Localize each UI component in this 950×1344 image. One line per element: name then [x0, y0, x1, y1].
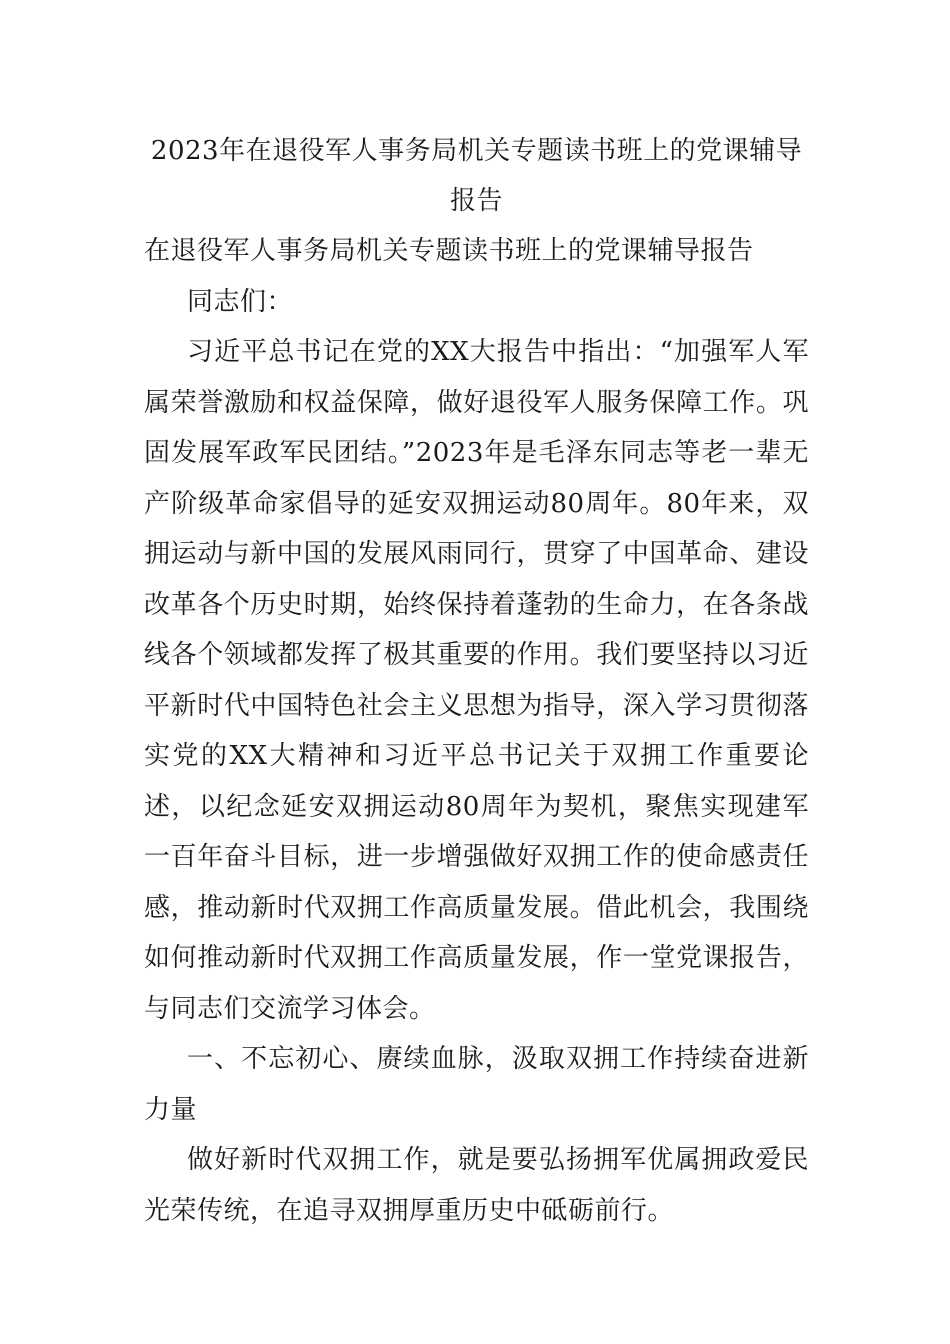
document-subtitle: 在退役军人事务局机关专题读书班上的党课辅导报告 [144, 236, 754, 266]
salutation: 同志们： [187, 286, 294, 317]
section-paragraph: 做好新时代双拥工作，就是要弘扬拥军优属拥政爱民光荣传统，在追寻双拥厚重历史中砥砺前行。 [144, 1145, 809, 1226]
section-heading: 一、不忘初心、赓续血脉，汲取双拥工作持续奋进新力量 [144, 1044, 809, 1125]
body-paragraph: 习近平总书记在党的XX大报告中指出：“加强军人军属荣誉激励和权益保障，做好退役军人服务保障工作。巩固发展军政军民团结。”2023年是毛泽东同志等老一辈无产阶级革命家倡导的延安双拥运动80周年。80年来，双拥运动与新中国的发展风雨同行，贯穿了中国革命、建设改革各个历史时期，始终保持着蓬勃的生命力，在各条战线各个领域都发挥了极其重要的作用。我们要坚持以习近平新时代中国特色社会主义思想为指导，深入学习贯彻落实党的XX大精神和习近平总书记关于双拥工作重要论述，以纪念延安双拥运动80周年为契机，聚焦实现建军一百年奋斗目标，进一步增强做好双拥工作的使命感责任感，推动新时代双拥工作高质量发展。借此机会，我围绕如何推动新时代双拥工作高质量发展，作一堂党课报告，与同志们交流学习体会。 [144, 337, 809, 1024]
document-body [144, 126, 809, 1236]
document-title: 2023年在退役军人事务局机关专题读书班上的党课辅导报告 [150, 136, 803, 216]
